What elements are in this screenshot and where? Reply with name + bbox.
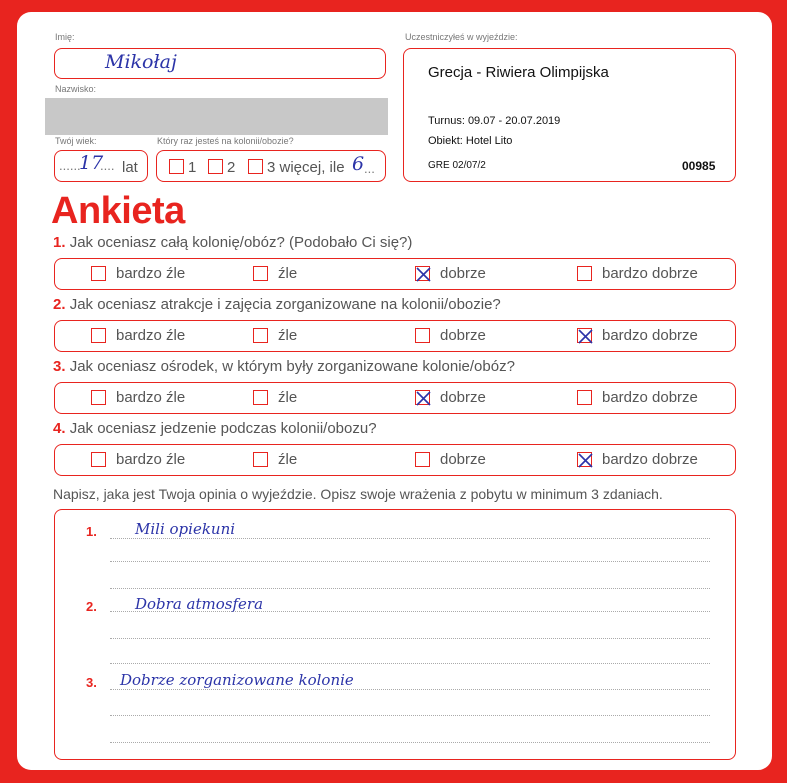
- q1-bardzo-zle-label: bardzo źle: [116, 265, 186, 282]
- writing-line: [110, 663, 710, 664]
- age-value: 17: [79, 152, 104, 174]
- opinion-3-number: 3.: [86, 675, 97, 690]
- q1-dobrze-checkbox[interactable]: [415, 266, 430, 281]
- page-title: Ankieta: [51, 190, 185, 232]
- opinion-3-text: Dobrze zorganizowane kolonie: [120, 671, 354, 689]
- opinion-1-text: Mili opiekuni: [135, 520, 236, 538]
- times-field: [156, 150, 386, 182]
- q1-zle-label: źle: [278, 265, 298, 282]
- check-mark-icon: [577, 328, 594, 345]
- q3-bardzo-zle-label: bardzo źle: [116, 389, 186, 406]
- times-dots: ...: [364, 161, 375, 176]
- age-dots-after: ....: [100, 158, 115, 173]
- question-1-text: [53, 234, 412, 251]
- opinion-2-number: 2.: [86, 599, 97, 614]
- writing-line: [110, 588, 710, 589]
- q4-zle-checkbox[interactable]: [253, 452, 268, 467]
- writing-line: [110, 538, 710, 539]
- q4-dobrze-checkbox[interactable]: [415, 452, 430, 467]
- q4-bardzo-dobrze-label: bardzo dobrze: [602, 451, 698, 468]
- q4-bardzo-zle-label: bardzo źle: [116, 451, 186, 468]
- participant-label: Uczestniczyłeś w wyjeździe:: [405, 32, 518, 42]
- question-1-number: 1.: [53, 234, 66, 251]
- question-4-number: 4.: [53, 420, 66, 437]
- check-mark-icon: [415, 390, 432, 407]
- age-dots-before: ......: [59, 158, 81, 173]
- trip-info-box: [403, 48, 736, 182]
- trip-code: GRE 02/07/2: [428, 160, 486, 171]
- age-field[interactable]: [54, 150, 148, 182]
- q4-zle-label: źle: [278, 451, 298, 468]
- times-label: Który raz jesteś na kolonii/obozie?: [157, 136, 294, 146]
- trip-title: Grecja - Riwiera Olimpijska: [428, 64, 609, 81]
- q1-bardzo-dobrze-label: bardzo dobrze: [602, 265, 698, 282]
- q3-zle-label: źle: [278, 389, 298, 406]
- question-1-label: Jak oceniasz całą kolonię/obóz? (Podobało Ci się?): [69, 234, 413, 251]
- q4-bardzo-dobrze-checkbox[interactable]: [577, 452, 592, 467]
- writing-line: [110, 689, 710, 690]
- question-2-text: [53, 296, 501, 313]
- question-4-label: Jak oceniasz jedzenie podczas kolonii/obozu?: [69, 420, 377, 437]
- trip-number: 00985: [682, 159, 716, 173]
- times-value: 6: [352, 153, 365, 175]
- times-option-1: 1: [188, 159, 197, 176]
- times-option-3: 3 więcej, ile: [267, 159, 345, 176]
- times-option-2: 2: [227, 159, 236, 176]
- age-label: Twój wiek:: [55, 136, 97, 146]
- q1-zle-checkbox[interactable]: [253, 266, 268, 281]
- question-2-number: 2.: [53, 296, 66, 313]
- q4-bardzo-zle-checkbox[interactable]: [91, 452, 106, 467]
- trip-turnus: Turnus: 09.07 - 20.07.2019: [428, 115, 561, 127]
- writing-line: [110, 638, 710, 639]
- times-checkbox-1[interactable]: [169, 159, 184, 174]
- question-3-number: 3.: [53, 358, 66, 375]
- q2-bardzo-zle-label: bardzo źle: [116, 327, 186, 344]
- question-3-options: [54, 382, 736, 414]
- q1-bardzo-dobrze-checkbox[interactable]: [577, 266, 592, 281]
- question-4-text: [53, 420, 377, 437]
- name-label: Imię:: [55, 32, 75, 42]
- q3-bardzo-dobrze-label: bardzo dobrze: [602, 389, 698, 406]
- q1-dobrze-label: dobrze: [440, 265, 486, 282]
- opinion-box[interactable]: [54, 509, 736, 760]
- times-checkbox-2[interactable]: [208, 159, 223, 174]
- q3-bardzo-zle-checkbox[interactable]: [91, 390, 106, 405]
- q2-bardzo-dobrze-checkbox[interactable]: [577, 328, 592, 343]
- q3-zle-checkbox[interactable]: [253, 390, 268, 405]
- opinion-2-text: Dobra atmosfera: [135, 595, 264, 613]
- age-unit: lat: [122, 159, 138, 176]
- q2-bardzo-dobrze-label: bardzo dobrze: [602, 327, 698, 344]
- check-mark-icon: [577, 452, 594, 469]
- q3-dobrze-checkbox[interactable]: [415, 390, 430, 405]
- q2-bardzo-zle-checkbox[interactable]: [91, 328, 106, 343]
- q2-dobrze-checkbox[interactable]: [415, 328, 430, 343]
- question-2-label: Jak oceniasz atrakcje i zajęcia zorganizowane na kolonii/obozie?: [69, 296, 501, 313]
- q2-zle-checkbox[interactable]: [253, 328, 268, 343]
- question-1-options: [54, 258, 736, 290]
- q2-zle-label: źle: [278, 327, 298, 344]
- question-3-text: [53, 358, 515, 375]
- writing-line: [110, 715, 710, 716]
- survey-sheet: [17, 12, 772, 770]
- question-2-options: [54, 320, 736, 352]
- surname-label: Nazwisko:: [55, 84, 97, 94]
- trip-obiekt: Obiekt: Hotel Lito: [428, 135, 513, 147]
- q2-dobrze-label: dobrze: [440, 327, 486, 344]
- name-value: Mikołaj: [105, 51, 177, 73]
- question-4-options: [54, 444, 736, 476]
- writing-line: [110, 561, 710, 562]
- q3-dobrze-label: dobrze: [440, 389, 486, 406]
- question-3-label: Jak oceniasz ośrodek, w którym były zorganizowane kolonie/obóz?: [69, 358, 515, 375]
- q4-dobrze-label: dobrze: [440, 451, 486, 468]
- name-field[interactable]: [54, 48, 386, 79]
- surname-redacted: [45, 98, 388, 135]
- times-checkbox-3[interactable]: [248, 159, 263, 174]
- check-mark-icon: [415, 266, 432, 283]
- writing-line: [110, 742, 710, 743]
- q1-bardzo-zle-checkbox[interactable]: [91, 266, 106, 281]
- q3-bardzo-dobrze-checkbox[interactable]: [577, 390, 592, 405]
- opinion-prompt: Napisz, jaka jest Twoja opinia o wyjeździe. Opisz swoje wrażenia z pobytu w minimum 3 zdaniach.: [53, 486, 663, 502]
- opinion-1-number: 1.: [86, 524, 97, 539]
